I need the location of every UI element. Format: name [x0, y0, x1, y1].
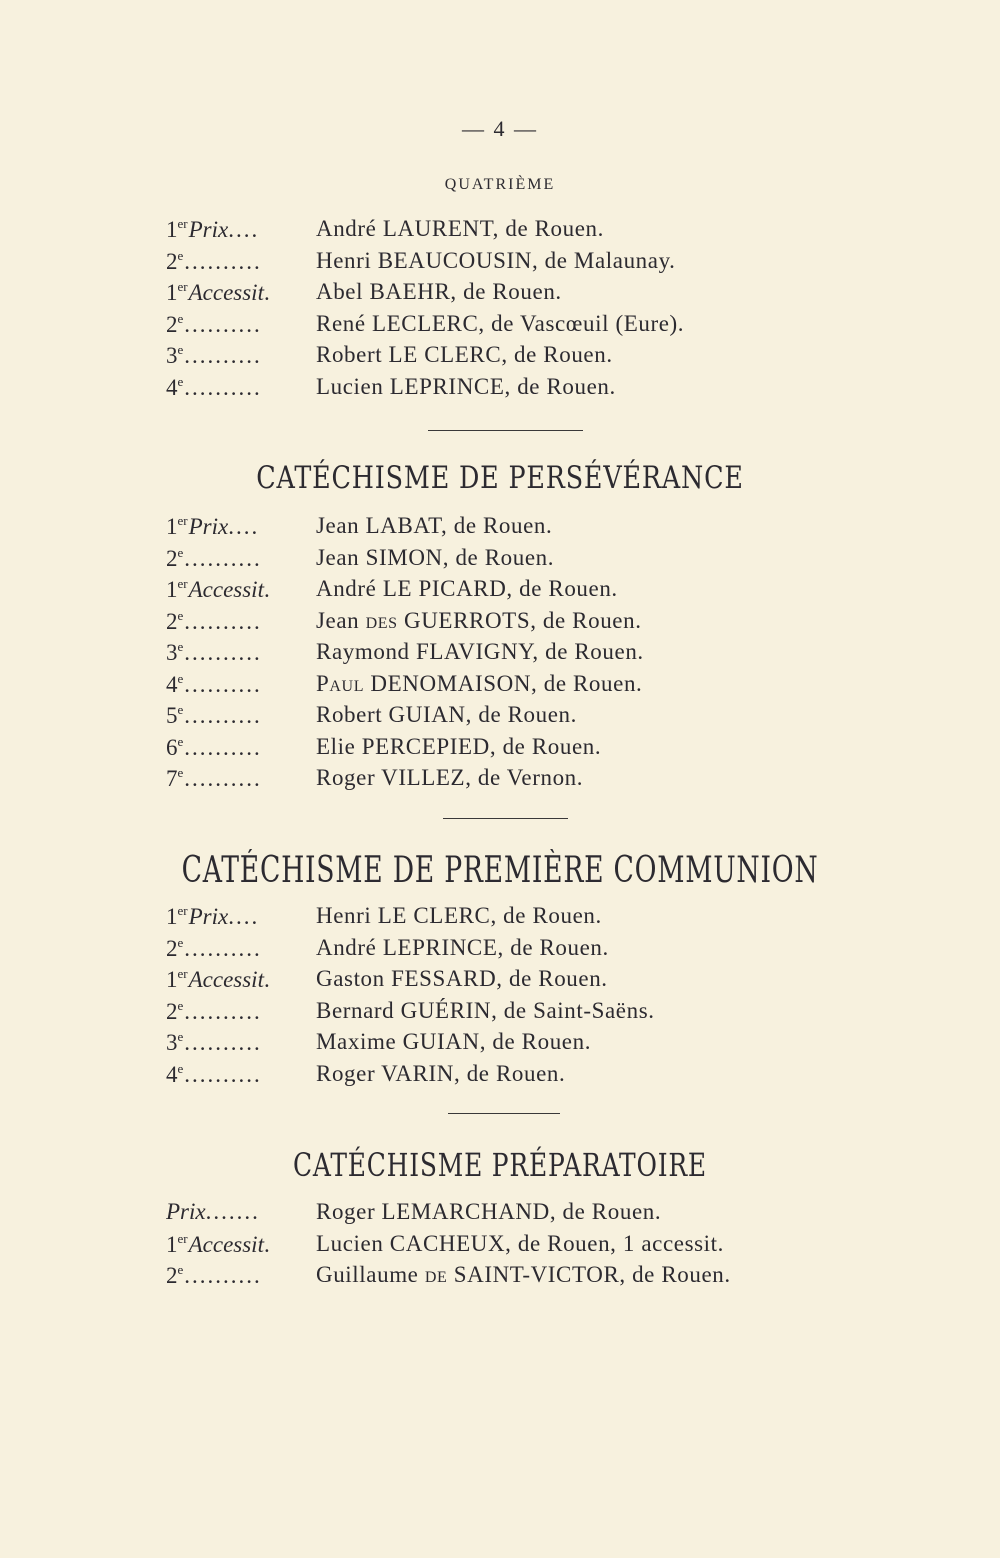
rank-suffix: e	[177, 670, 184, 686]
leader-dots: ..........	[184, 766, 262, 791]
rank-label: Accessit	[188, 1231, 264, 1257]
name-particle: Paul	[316, 670, 365, 696]
section-divider	[443, 818, 568, 819]
prize-rank	[166, 279, 306, 306]
leader-dots: .	[263, 577, 272, 602]
leader-dots: ....	[228, 217, 260, 242]
leader-dots: .......	[205, 1199, 260, 1224]
prize-rank	[166, 1061, 306, 1088]
laureate-name: Henri LE CLERC, de Rouen.	[316, 903, 602, 928]
prize-rank	[166, 1262, 306, 1289]
rank-number: 4	[166, 1061, 178, 1087]
name-part: DENOMAISON, de Rouen.	[364, 670, 643, 696]
laureate-name: Bernard GUÉRIN, de Saint-Saëns.	[316, 997, 655, 1023]
prize-entry	[0, 513, 1000, 545]
prize-rank	[166, 966, 306, 993]
rank-number: 2	[166, 608, 178, 634]
section-divider	[448, 1113, 560, 1114]
laureate-name: André LE PICARD, de Rouen.	[316, 576, 618, 601]
laureate-name: Lucien LEPRINCE, de Rouen.	[316, 373, 616, 399]
laureate-name: Roger VARIN, de Rouen.	[316, 1060, 566, 1086]
name-particle: des	[365, 607, 398, 633]
leader-dots: ..........	[184, 1263, 262, 1288]
prize-list-premiere-communion	[0, 903, 1000, 1092]
leader-dots: ..........	[184, 311, 262, 337]
prize-rank	[166, 608, 306, 635]
laureate-name	[316, 671, 642, 697]
rank-number: 3	[166, 1030, 178, 1055]
rank-suffix: er	[177, 216, 188, 231]
rank-number: 2	[166, 311, 178, 337]
prize-rank	[166, 1199, 306, 1225]
rank-suffix: e	[177, 247, 184, 263]
rank-suffix: er	[177, 1230, 188, 1246]
prize-rank	[166, 1231, 306, 1258]
prize-rank	[166, 734, 306, 761]
prize-entry	[0, 545, 1000, 577]
prize-rank	[166, 702, 306, 729]
prize-entry	[0, 765, 1000, 797]
section-divider	[428, 430, 583, 431]
prize-rank	[166, 935, 306, 962]
leader-dots: ....	[228, 514, 260, 539]
laureate-name: Raymond FLAVIGNY, de Rouen.	[316, 639, 644, 664]
leader-dots: ..........	[184, 640, 262, 665]
prize-list-perseverance	[0, 513, 1000, 797]
rank-number: 4	[166, 671, 178, 697]
leader-dots: ..........	[184, 343, 262, 368]
prize-entry	[0, 935, 1000, 967]
prize-entry	[0, 608, 1000, 640]
prize-rank	[166, 311, 306, 338]
prize-entry	[0, 1262, 1000, 1294]
rank-suffix: e	[177, 997, 184, 1013]
laureate-name: Jean LABAT, de Rouen.	[316, 513, 553, 538]
section-title-preparatoire: CATÉCHISME PRÉPARATOIRE	[293, 1146, 707, 1184]
rank-number: 6	[166, 734, 178, 760]
rank-suffix: e	[177, 607, 184, 623]
rank-suffix: e	[177, 639, 184, 654]
rank-suffix: er	[177, 513, 188, 528]
rank-number: 2	[166, 935, 178, 961]
leader-dots: ..........	[184, 248, 262, 274]
laureate-name: André LEPRINCE, de Rouen.	[316, 934, 609, 960]
laureate-name: Lucien CACHEUX, de Rouen, 1 accessit.	[316, 1230, 724, 1256]
rank-number: 3	[166, 640, 178, 665]
prize-rank	[166, 342, 306, 369]
prize-rank	[166, 216, 306, 243]
prize-entry	[0, 734, 1000, 766]
prize-entry	[0, 1029, 1000, 1061]
laureate-name: Roger LEMARCHAND, de Rouen.	[316, 1199, 662, 1224]
leader-dots: ..........	[184, 734, 262, 760]
name-part: Guillaume	[316, 1262, 425, 1287]
rank-number: 1	[166, 217, 178, 242]
prize-entry	[0, 374, 1000, 406]
rank-suffix: er	[177, 279, 188, 294]
prize-rank	[166, 998, 306, 1025]
laureate-name: André LAURENT, de Rouen.	[316, 216, 604, 241]
prize-entry	[0, 1061, 1000, 1093]
leader-dots: ..........	[184, 998, 262, 1024]
prize-list-quatrieme	[0, 216, 1000, 405]
laureate-name: Gaston FESSARD, de Rouen.	[316, 966, 608, 991]
class-heading: QUATRIÈME	[444, 176, 556, 193]
prize-entry	[0, 311, 1000, 343]
prize-rank	[166, 765, 306, 792]
rank-suffix: er	[177, 576, 188, 591]
rank-number: 1	[166, 904, 178, 929]
name-part: Jean	[316, 607, 366, 633]
prize-entry	[0, 342, 1000, 374]
leader-dots: ..........	[184, 1030, 262, 1055]
rank-label: Prix	[188, 904, 229, 929]
rank-suffix: e	[177, 342, 184, 357]
rank-suffix: er	[177, 903, 188, 918]
rank-suffix: e	[177, 934, 184, 950]
rank-number: 2	[166, 1263, 178, 1288]
prize-entry	[0, 903, 1000, 935]
rank-suffix: e	[177, 1060, 184, 1076]
prize-rank	[166, 374, 306, 401]
section-title-premiere-communion: CATÉCHISME DE PREMIÈRE COMMUNION	[181, 850, 819, 891]
rank-suffix: e	[177, 702, 184, 717]
prize-entry	[0, 966, 1000, 998]
leader-dots: .	[263, 967, 272, 992]
rank-label: Accessit	[188, 280, 264, 305]
prize-rank	[166, 1029, 306, 1056]
leader-dots: .	[263, 280, 272, 305]
rank-number: 2	[166, 998, 178, 1024]
prize-rank	[166, 639, 306, 666]
rank-suffix: e	[177, 733, 184, 749]
prize-rank	[166, 671, 306, 698]
rank-number: 5	[166, 703, 178, 728]
leader-dots: ..........	[184, 1061, 262, 1087]
section-title-perseverance: CATÉCHISME DE PERSÉVÉRANCE	[256, 460, 744, 496]
prize-entry	[0, 576, 1000, 608]
laureate-name: Henri BEAUCOUSIN, de Malaunay.	[316, 247, 676, 273]
prize-entry	[0, 279, 1000, 311]
prize-entry	[0, 216, 1000, 248]
prize-rank	[166, 545, 306, 572]
prize-entry	[0, 1231, 1000, 1263]
leader-dots: ....	[228, 904, 260, 929]
prize-entry	[0, 702, 1000, 734]
laureate-name: Jean SIMON, de Rouen.	[316, 544, 555, 570]
name-part: GUERROTS, de Rouen.	[397, 607, 642, 633]
laureate-name	[316, 608, 642, 634]
laureate-name	[316, 1262, 731, 1288]
rank-suffix: e	[177, 373, 184, 389]
rank-number: 1	[166, 577, 178, 602]
rank-number: 1	[166, 1231, 178, 1257]
rank-label: Prix	[166, 1199, 206, 1224]
rank-suffix: e	[177, 1029, 184, 1044]
laureate-name: René LECLERC, de Vascœuil (Eure).	[316, 310, 685, 336]
rank-label: Accessit	[188, 967, 264, 992]
leader-dots: .	[263, 1231, 272, 1257]
rank-label: Prix	[188, 514, 229, 539]
rank-number: 4	[166, 374, 178, 400]
page-number: — 4 —	[462, 116, 538, 141]
prize-entry	[0, 248, 1000, 280]
leader-dots: ..........	[184, 703, 262, 728]
prize-list-preparatoire	[0, 1199, 1000, 1294]
leader-dots: ..........	[184, 608, 262, 634]
rank-number: 1	[166, 967, 178, 992]
laureate-name: Robert LE CLERC, de Rouen.	[316, 342, 613, 367]
laureate-name: Robert GUIAN, de Rouen.	[316, 702, 578, 727]
rank-label: Prix	[188, 217, 229, 242]
prize-rank	[166, 576, 306, 603]
prize-rank	[166, 903, 306, 930]
leader-dots: ..........	[184, 374, 262, 400]
rank-number: 2	[166, 248, 178, 274]
laureate-name: Roger VILLEZ, de Vernon.	[316, 765, 584, 790]
prize-rank	[166, 248, 306, 275]
rank-suffix: e	[177, 310, 184, 326]
rank-suffix: e	[177, 544, 184, 560]
rank-suffix: er	[177, 966, 188, 981]
rank-number: 1	[166, 280, 178, 305]
leader-dots: ..........	[184, 935, 262, 961]
rank-number: 3	[166, 343, 178, 368]
rank-number: 2	[166, 545, 178, 571]
prize-entry	[0, 998, 1000, 1030]
rank-label: Accessit	[188, 577, 264, 602]
rank-number: 1	[166, 514, 178, 539]
prize-entry	[0, 1199, 1000, 1231]
laureate-name: Maxime GUIAN, de Rouen.	[316, 1029, 592, 1054]
rank-suffix: e	[177, 765, 184, 780]
name-particle: de	[424, 1262, 448, 1287]
rank-number: 7	[166, 766, 178, 791]
rank-suffix: e	[177, 1262, 184, 1277]
prize-entry	[0, 639, 1000, 671]
prize-entry	[0, 671, 1000, 703]
laureate-name: Elie PERCEPIED, de Rouen.	[316, 733, 602, 759]
name-part: SAINT-VICTOR, de Rouen.	[447, 1262, 731, 1287]
laureate-name: Abel BAEHR, de Rouen.	[316, 279, 562, 304]
leader-dots: ..........	[184, 671, 262, 697]
prize-rank	[166, 513, 306, 540]
leader-dots: ..........	[184, 545, 262, 571]
